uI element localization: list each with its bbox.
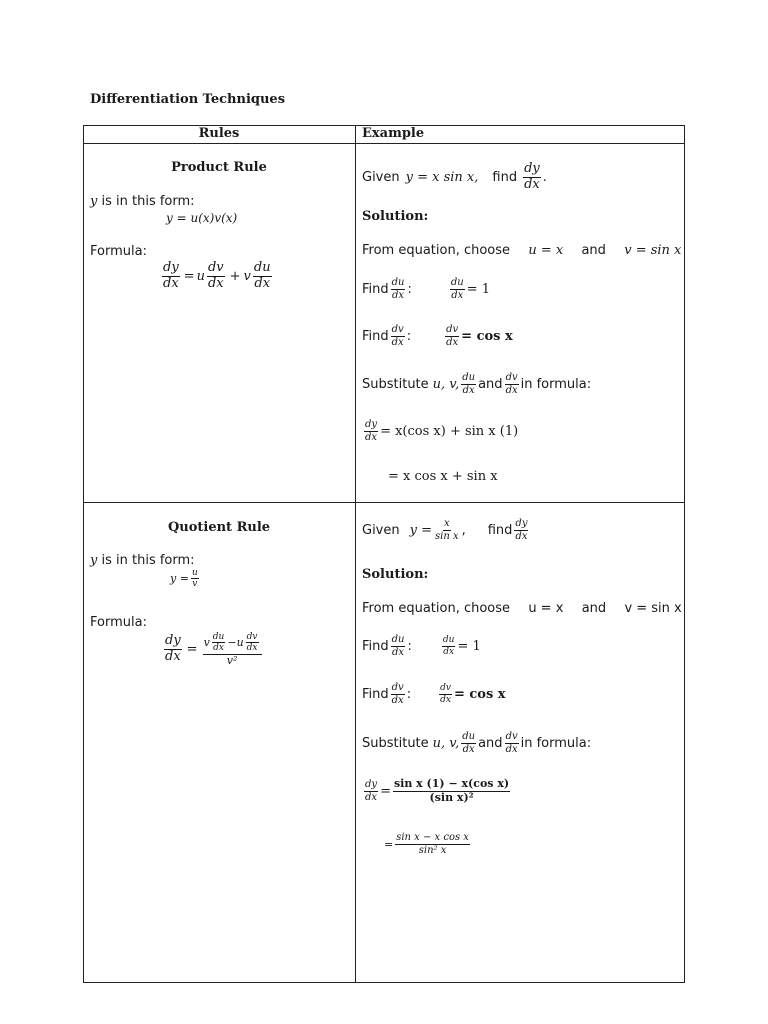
dy-dx-fraction: $\frac{dy}{dx}$ xyxy=(515,518,528,542)
quotient-result-simplified: = $\frac{\text{sin x − x cos x}}{\text{sin² x}}$ xyxy=(384,832,469,856)
quotient-formula-label: Formula: xyxy=(90,615,147,630)
simplified-fraction: $\frac{\text{sin x − x cos x}}{\text{sin² x}}$ xyxy=(396,832,469,856)
quotient-given-line: Given y = $\frac{x}{\text{sin x}}$ , find $\frac{dy}{dx}$ xyxy=(362,518,528,542)
product-given-line: Given y = x sin x, find $\frac{dy}{dx}$ . xyxy=(362,161,547,192)
dv-dx-fraction: $\frac{dv}{dx}$ xyxy=(440,683,451,705)
quotient-form-label: y is in this form: xyxy=(90,553,195,568)
header-rules: Rules xyxy=(198,126,240,141)
product-substitute-line: Substitute u, v, $\frac{du}{dx}$ and $\frac{dv}{dx}$ in formula: xyxy=(362,372,592,396)
dv-dx-fraction: $\frac{dv}{dx}$ xyxy=(207,260,224,291)
product-find-dv-line: Find $\frac{dv}{dx}$ : $\frac{dv}{dx}$ = cos x xyxy=(362,324,513,348)
dv-dx-fraction: $\frac{dv}{dx}$ xyxy=(391,682,404,706)
quotient-result-line: $\frac{dy}{dx}$ = $\frac{\text{sin x (1) − x(cos x)}}{\text{(sin x)²}}$ xyxy=(365,777,510,804)
dv-dx-fraction: $\frac{dv}{dx}$ xyxy=(391,324,404,348)
product-rule-title: Product Rule xyxy=(171,160,267,175)
du-dx-fraction: $\frac{du}{dx}$ xyxy=(462,731,476,755)
table-border-left xyxy=(83,125,84,983)
dv-dx-fraction: $\frac{dv}{dx}$ xyxy=(446,324,459,348)
dy-dx-fraction: $\frac{dy}{dx}$ xyxy=(365,779,378,803)
x-sinx-fraction: $\frac{x}{\text{sin x}}$ xyxy=(435,518,459,542)
table-column-divider xyxy=(355,125,356,983)
product-formula-label: Formula: xyxy=(90,244,147,259)
document-title: Differentiation Techniques xyxy=(90,92,286,107)
dy-dx-fraction: $\frac{dy}{dx}$ xyxy=(165,633,181,665)
product-form-label: y is in this form: xyxy=(90,194,195,209)
product-form-equation: y = u(x)v(x) xyxy=(166,211,238,225)
quotient-rule-title: Quotient Rule xyxy=(167,520,271,535)
dy-dx-fraction: $\frac{dy}{dx}$ xyxy=(163,260,179,291)
product-choose-line: From equation, choose u = x and v = sin x xyxy=(362,243,682,258)
header-example: Example xyxy=(362,126,425,141)
du-dx-fraction: $\frac{du}{dx}$ xyxy=(391,634,405,658)
table-border-right xyxy=(684,125,685,983)
du-dx-fraction: $\frac{du}{dx}$ xyxy=(442,635,455,657)
quotient-find-dv-line: Find $\frac{dv}{dx}$ : $\frac{dv}{dx}$ = cos x xyxy=(362,682,506,706)
quotient-big-fraction: v $\frac{du}{dx}$ − u $\frac{dv}{dx}$ v² xyxy=(203,632,262,667)
du-dx-fraction: $\frac{du}{dx}$ xyxy=(391,277,405,301)
du-dx-fraction: $\frac{du}{dx}$ xyxy=(450,277,464,301)
dy-dx-fraction: $\frac{dy}{dx}$ xyxy=(365,419,378,443)
quotient-solution-label: Solution: xyxy=(362,567,429,582)
du-dx-fraction: $\frac{du}{dx}$ xyxy=(212,632,225,654)
dv-dx-fraction: $\frac{dv}{dx}$ xyxy=(246,632,258,654)
du-dx-fraction: $\frac{du}{dx}$ xyxy=(253,260,271,291)
quotient-form-equation: y = $\frac{u}{v}$ xyxy=(170,568,198,590)
table-row-divider xyxy=(83,502,685,503)
dv-dx-fraction: $\frac{dv}{dx}$ xyxy=(505,372,518,396)
product-formula: $\frac{dy}{dx}$ = u $\frac{dv}{dx}$ + v $\frac{du}{dx}$ xyxy=(163,260,271,291)
quotient-substitute-line: Substitute u, v, $\frac{du}{dx}$ and $\frac{dv}{dx}$ in formula: xyxy=(362,731,592,755)
product-result-line: $\frac{dy}{dx}$ = x(cos x) + sin x (1) xyxy=(365,419,519,443)
quotient-choose-line: From equation, choose u = x and v = sin x xyxy=(362,601,682,616)
table-border-bottom xyxy=(83,982,685,983)
quotient-formula: $\frac{dy}{dx}$ = v $\frac{du}{dx}$ − u $\frac{dv}{dx}$ v² xyxy=(162,632,264,667)
quotient-find-du-line: Find $\frac{du}{dx}$ : $\frac{du}{dx}$ = 1 xyxy=(362,634,481,658)
table-header-divider xyxy=(83,143,685,144)
dv-dx-fraction: $\frac{dv}{dx}$ xyxy=(505,731,518,755)
product-find-du-line: Find $\frac{du}{dx}$ : $\frac{du}{dx}$ = 1 xyxy=(362,277,491,301)
quotient-result-fraction: $\frac{\text{sin x (1) − x(cos x)}}{\text{(sin x)²}}$ xyxy=(393,777,510,804)
u-v-fraction: $\frac{u}{v}$ xyxy=(191,568,198,590)
dy-dx-fraction: $\frac{dy}{dx}$ xyxy=(524,161,540,192)
product-solution-label: Solution: xyxy=(362,209,429,224)
product-result-simplified: = x cos x + sin x xyxy=(388,469,498,484)
du-dx-fraction: $\frac{du}{dx}$ xyxy=(462,372,476,396)
